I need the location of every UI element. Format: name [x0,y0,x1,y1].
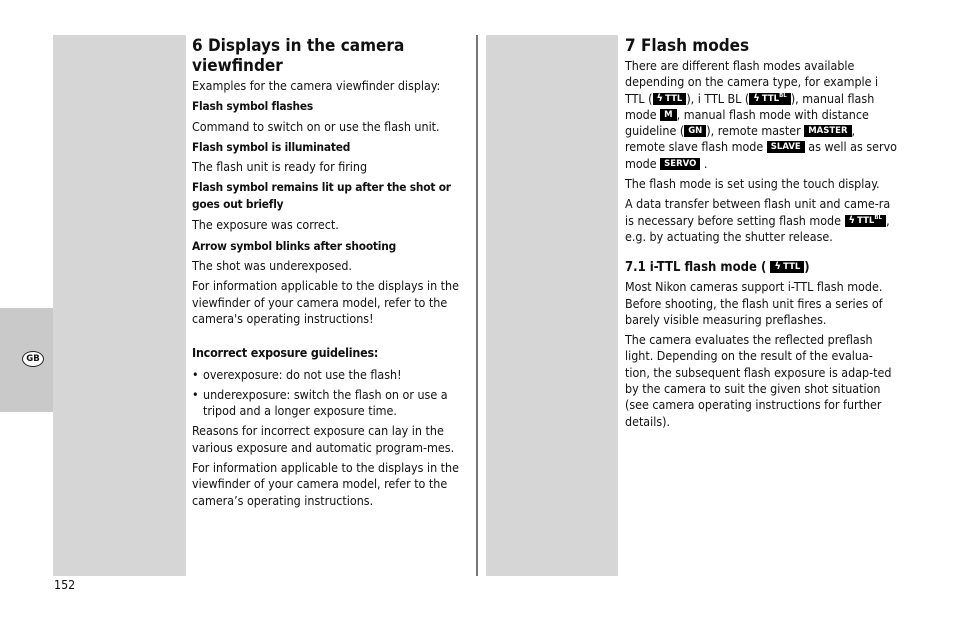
touch-display-paragraph: The flash mode is set using the touch display. [625,176,880,192]
flash-bolt-icon: ϟ [753,92,760,104]
left-column [192,36,470,509]
section-title-displays: 6 Displays in the camera viewfinder [192,36,405,76]
ttl-badge: ϟ TTL [653,93,687,105]
incorrect-exposure-heading: Incorrect exposure guidelines: [192,345,379,361]
data-transfer-paragraph: A data transfer between flash unit and came-ra is necessary before setting flash mode ϟ $TTL^{BL}$ , e.g. by actuating the shutter release. [625,196,891,244]
ttl-bl-badge: ϟ $TTL^{BL}$ [845,215,887,227]
ttl-bl-badge: ϟ $TTL^{BL}$ [749,93,791,105]
item-heading: Flash symbol remains lit up after the shot or goes out briefly [192,180,451,212]
item-text: The shot was underexposed. [192,258,352,274]
center-margin-panel [486,35,618,576]
item-text: The flash unit is ready for firing [192,159,368,175]
flash-modes-paragraph: There are different flash modes available depending on the camera type, for example i TTL ( ϟ TTL ), i TTL BL ( ϟ $TTL^{BL}$ ), manual flash mode M , manual flash mode with distance guideline ( GN ), remote master MASTER , remote slave flash mode SLAVE as well as servo mode SERVO . [625,58,897,171]
evaluation-paragraph: The camera evaluates the reflected preflash light. Depending on the result of the evalua-tion, the subsequent flash exposure is adap-ted by the camera to suit the given shot situation (see camera operating instructions for further details). [625,332,892,429]
ttl-badge: ϟ TTL [770,261,804,273]
left-margin-panel [53,35,186,576]
servo-badge: SERVO [660,158,700,170]
manual-m-badge: M [660,109,676,121]
gn-badge: GN [684,125,706,137]
preflash-paragraph: Before shooting, the flash unit fires a series of barely visible measuring preflashes. [625,295,883,327]
info-paragraph: For information applicable to the displays in the viewfinder of your camera model, refer to the camera’s operating instructions. [192,460,459,508]
slave-badge: SLAVE [767,141,805,153]
master-badge: MASTER [804,125,851,137]
bullet-item: • underexposure: switch the flash on or use a tripod and a longer exposure time. [192,387,470,420]
flash-bolt-icon: ϟ [848,214,856,226]
column-divider [476,35,478,576]
item-heading: Flash symbol is illuminated [192,139,351,154]
intro-text: Examples for the camera viewfinder display: [192,78,441,93]
language-badge: GB [22,351,44,367]
section-title-flash-modes: 7 Flash modes [625,36,750,56]
right-column [625,36,897,430]
item-heading: Arrow symbol blinks after shooting [192,238,396,253]
flash-bolt-icon: ϟ [656,92,664,104]
item-heading: Flash symbol flashes [192,99,313,114]
subsection-title-ittl: 7.1 i-TTL flash mode ( ϟ TTL ) [625,260,810,276]
bullet-item: • overexposure: do not use the flash! [192,367,470,383]
flash-bolt-icon: ϟ [774,261,782,273]
item-text: Command to switch on or use the flash unit. [192,118,440,134]
nikon-paragraph: Most Nikon cameras support i-TTL flash mode. [625,279,883,295]
item-text: The exposure was correct. [192,217,339,233]
page-number: 152 [54,577,76,592]
reasons-paragraph: Reasons for incorrect exposure can lay in the various exposure and automatic program-mes. [192,423,455,455]
info-paragraph: For information applicable to the displays in the viewfinder of your camera model, refer to the camera's operating instructions! [192,278,459,326]
